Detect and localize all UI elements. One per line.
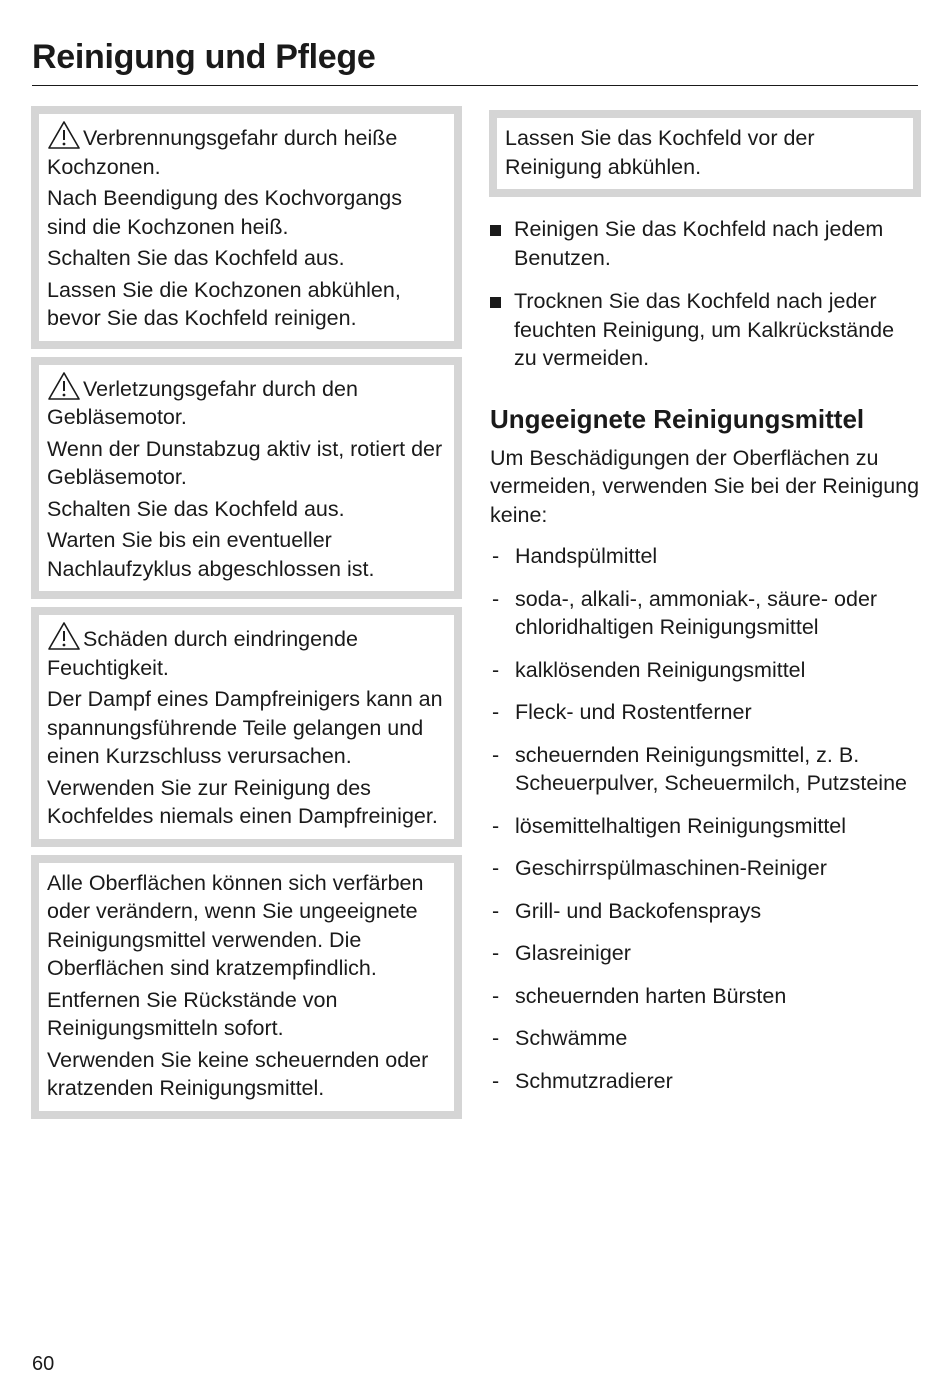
dash-marker: - [492,586,500,611]
box-paragraph: Lassen Sie das Kochfeld vor der Reinigung abkühlen. [505,126,815,179]
list-item [489,982,921,1011]
list-item-text: Reinigen Sie das Kochfeld nach jedem Benutzen. [514,217,884,270]
box-paragraph: Schalten Sie das Kochfeld aus. [47,246,345,270]
square-bullet-icon [490,225,501,236]
list-item [489,1067,921,1096]
unsuitable-cleaners-list [489,542,921,1095]
square-bullet-icon [490,297,501,308]
list-item-text: lösemittelhaltigen Reinigungsmittel [515,813,847,838]
left-column [31,106,462,1127]
list-item [489,215,921,272]
list-item [489,698,921,727]
note-box-cooldown [489,110,921,197]
warning-triangle-icon [47,120,81,150]
dash-marker: - [492,742,500,767]
list-item-text: Schwämme [515,1026,628,1050]
section-heading: Ungeeignete Reinigungsmittel [490,403,865,434]
warning-heading [47,120,447,181]
list-item-text: Geschirrspülmaschinen-Reiniger [515,856,827,880]
list-item [489,854,921,883]
list-item-text: Fleck- und Rostentferner [515,700,752,724]
dash-marker: - [492,700,500,724]
box-paragraph: Entfernen Sie Rückstände von Reinigungsmitteln sofort. [47,987,338,1040]
box-paragraph: Alle Oberflächen können sich verfärben oder verändern, wenn Sie ungeeignete Reinigungsmittel verwenden. Die Oberflächen sind kratzempfindlich. [47,870,424,980]
list-item [489,542,921,571]
list-item-text: Glasreiniger [515,941,631,965]
right-column [489,110,921,1109]
list-item [489,585,921,642]
title-divider [32,85,918,86]
list-item [489,656,921,685]
dash-marker: - [492,544,500,568]
dash-marker: - [492,941,500,965]
dash-marker: - [492,657,500,682]
list-item-text: scheuernden harten Bürsten [515,983,787,1008]
list-item [489,939,921,968]
dash-marker: - [492,898,500,923]
list-item [489,287,921,373]
list-item-text: Schmutzradierer [515,1068,673,1093]
list-item-text: Grill- und Backofensprays [515,898,762,923]
warning-box-burn [31,106,462,349]
list-item-text: Trocknen Sie das Kochfeld nach jeder feuchten Reinigung, um Kalkrückstände zu vermeiden. [514,289,895,370]
list-item [489,741,921,798]
warning-box-blower [31,357,462,600]
list-item-text: soda-, alkali-, ammoniak-, säure- oder chloridhaltigen Reinigungsmittel [515,586,878,639]
warning-title: Verletzungsgefahr durch den Gebläsemotor. [47,376,358,429]
list-item [489,812,921,841]
box-paragraph: Nach Beendigung des Kochvorgangs sind die Kochzonen heiß. [47,186,403,239]
box-paragraph: Der Dampf eines Dampfreinigers kann an spannungsführende Teile gelangen und einen Kurzschluss verursachen. [47,687,443,768]
warning-heading [47,371,447,432]
box-paragraph: Wenn der Dunstabzug aktiv ist, rotiert der Gebläsemotor. [47,436,443,489]
intro-paragraph: Um Beschädigungen der Oberflächen zu vermeiden, verwenden Sie bei der Reinigung keine: [490,445,920,527]
box-paragraph: Warten Sie bis ein eventueller Nachlaufzyklus abgeschlossen ist. [47,528,375,581]
page-title: Reinigung und Pflege [32,38,376,76]
dash-marker: - [492,1068,500,1093]
list-item-text: kalklösenden Reinigungsmittel [515,657,806,682]
box-paragraph: Verwenden Sie keine scheuernden oder kratzenden Reinigungsmittel. [47,1047,429,1100]
warning-title: Verbrennungsgefahr durch heiße Kochzonen. [47,126,398,179]
bullet-list [489,215,921,373]
warning-triangle-icon [47,621,81,651]
list-item [489,897,921,926]
list-item-text: Handspülmittel [515,544,658,568]
dash-marker: - [492,813,500,838]
warning-box-moisture [31,607,462,847]
info-box-surfaces [31,855,462,1119]
warning-triangle-icon [47,371,81,401]
box-paragraph: Lassen Sie die Kochzonen abkühlen, bevor Sie das Kochfeld reinigen. [47,277,401,330]
dash-marker: - [492,1026,500,1050]
warning-title: Schäden durch eindringende Feuchtigkeit. [47,627,358,680]
box-paragraph: Verwenden Sie zur Reinigung des Kochfeldes niemals einen Dampfreiniger. [47,775,438,828]
box-paragraph: Schalten Sie das Kochfeld aus. [47,496,345,521]
dash-marker: - [492,856,500,880]
list-item [489,1024,921,1053]
page-number: 60 [32,1353,55,1375]
warning-heading [47,621,447,682]
dash-marker: - [492,983,500,1008]
list-item-text: scheuernden Reinigungsmittel, z. B. Scheuerpulver, Scheuermilch, Putzsteine [515,742,907,795]
